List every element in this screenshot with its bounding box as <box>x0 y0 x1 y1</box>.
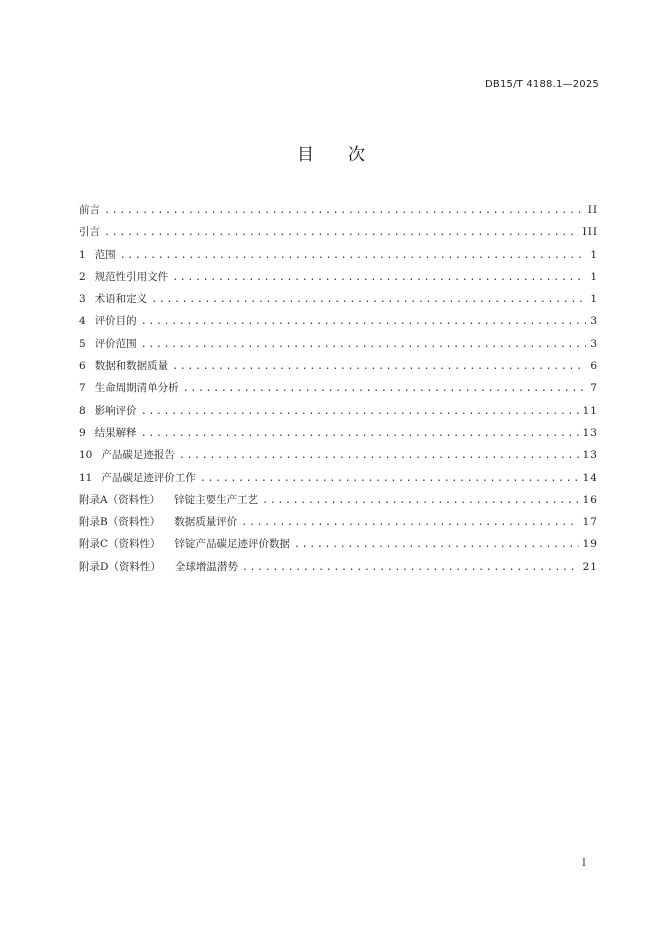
dot-leader <box>242 557 579 579</box>
document-code: DB15/T 4188.1—2025 <box>485 79 599 90</box>
toc-entry-number: 2 <box>79 270 86 283</box>
toc-entry[interactable] <box>79 489 598 511</box>
table-of-contents <box>79 199 598 578</box>
toc-entry-label <box>79 288 147 310</box>
toc-entry-number: 7 <box>79 382 86 395</box>
toc-title: 目次 <box>297 145 399 165</box>
toc-entry-number: 6 <box>79 360 86 373</box>
toc-entry-label <box>79 244 116 266</box>
toc-entry-number: 11 <box>79 471 93 484</box>
dot-leader <box>179 445 579 467</box>
toc-entry-page: 19 <box>582 538 598 551</box>
toc-entry[interactable] <box>79 377 598 399</box>
toc-entry-label <box>79 467 196 489</box>
toc-entry-title: 锌锭主要生产工艺 <box>174 493 259 506</box>
toc-entry[interactable] <box>79 400 598 422</box>
toc-entry-title: 生命周期清单分析 <box>94 382 179 395</box>
toc-entry-title: 前言 <box>79 204 100 216</box>
toc-entry-title: 评价目的 <box>94 315 137 328</box>
page-number: I <box>582 858 586 869</box>
dot-leader <box>104 200 584 222</box>
toc-entry[interactable] <box>79 355 598 377</box>
toc-entry-number: 5 <box>79 337 86 350</box>
toc-entry-label <box>79 400 137 422</box>
dot-leader <box>200 468 579 490</box>
dot-leader <box>141 423 579 445</box>
toc-entry-page: 11 <box>582 404 598 417</box>
toc-entry[interactable] <box>79 333 598 355</box>
toc-entry-title: 影响评价 <box>94 404 137 417</box>
toc-entry-title: 结果解释 <box>94 426 137 439</box>
toc-entry-page: 14 <box>582 471 598 484</box>
toc-entry-number: 附录A（资料性） <box>79 493 161 506</box>
toc-entry[interactable] <box>79 467 598 489</box>
toc-entry-title: 评价范围 <box>94 337 137 350</box>
toc-entry-page: II <box>587 204 598 216</box>
toc-entry-number: 附录C（资料性） <box>79 538 161 551</box>
dot-leader <box>151 289 586 311</box>
toc-entry-title: 产品碳足迹报告 <box>101 449 175 462</box>
toc-entry-label <box>79 377 179 399</box>
toc-entry-label <box>79 333 137 355</box>
toc-entry[interactable] <box>79 533 598 555</box>
toc-entry[interactable] <box>79 511 598 533</box>
toc-entry-page: III <box>582 226 598 239</box>
toc-entry-number: 9 <box>79 426 86 439</box>
toc-entry-label <box>79 266 168 288</box>
toc-entry-label <box>79 355 168 377</box>
toc-entry-page: 13 <box>582 426 598 439</box>
toc-entry-title: 规范性引用文件 <box>94 270 169 283</box>
toc-entry-page: 1 <box>590 293 598 306</box>
toc-entry-label <box>79 310 137 332</box>
toc-entry-label <box>79 511 237 533</box>
toc-entry[interactable] <box>79 556 598 578</box>
toc-entry-page: 17 <box>582 516 598 529</box>
dot-leader <box>172 267 586 289</box>
toc-entry[interactable] <box>79 444 598 466</box>
dot-leader <box>172 356 586 378</box>
dot-leader <box>183 378 586 400</box>
toc-entry-number: 8 <box>79 404 86 417</box>
toc-entry-title: 锌锭产品碳足迹评价数据 <box>174 538 291 551</box>
toc-entry[interactable] <box>79 221 598 243</box>
toc-entry-page: 1 <box>590 270 598 283</box>
toc-entry-page: 1 <box>590 248 598 261</box>
toc-entry-label <box>79 199 100 221</box>
toc-entry-page: 6 <box>590 360 598 373</box>
dot-leader <box>294 534 579 556</box>
toc-entry-title: 术语和定义 <box>94 293 148 306</box>
toc-entry-label <box>79 556 238 578</box>
toc-entry-number: 4 <box>79 315 86 328</box>
dot-leader <box>120 245 586 267</box>
toc-entry-title: 范围 <box>94 248 116 261</box>
toc-entry-page: 3 <box>590 315 598 328</box>
toc-entry-label <box>79 533 290 555</box>
toc-entry[interactable] <box>79 266 598 288</box>
dot-leader <box>141 334 586 356</box>
toc-entry[interactable] <box>79 422 598 444</box>
toc-entry-title: 数据和数据质量 <box>94 360 169 373</box>
toc-entry-label <box>79 221 100 243</box>
toc-entry-title: 引言 <box>79 226 100 239</box>
dot-leader <box>241 512 578 534</box>
toc-entry-page: 3 <box>590 337 598 350</box>
toc-entry-page: 13 <box>582 449 598 462</box>
toc-entry[interactable] <box>79 199 598 221</box>
toc-entry-page: 7 <box>590 382 598 395</box>
dot-leader <box>141 311 586 333</box>
toc-entry[interactable] <box>79 244 598 266</box>
dot-leader <box>141 401 579 423</box>
toc-entry-number: 3 <box>79 293 86 306</box>
toc-entry-number: 1 <box>79 248 86 261</box>
toc-entry-title: 产品碳足迹评价工作 <box>101 471 196 484</box>
toc-entry-title: 数据质量评价 <box>174 516 238 529</box>
toc-entry-title: 全球增温潜势 <box>174 560 238 573</box>
dot-leader <box>104 222 579 244</box>
toc-entry[interactable] <box>79 310 598 332</box>
toc-entry-number: 附录B（资料性） <box>79 516 161 529</box>
toc-entry-page: 16 <box>582 493 598 506</box>
toc-entry-number: 10 <box>79 449 93 462</box>
toc-entry[interactable] <box>79 288 598 310</box>
toc-entry-page: 21 <box>582 560 598 573</box>
toc-entry-label <box>79 444 175 466</box>
dot-leader <box>262 490 579 512</box>
toc-entry-label <box>79 489 258 511</box>
toc-entry-label <box>79 422 137 444</box>
toc-entry-number: 附录D（资料性） <box>79 560 161 573</box>
